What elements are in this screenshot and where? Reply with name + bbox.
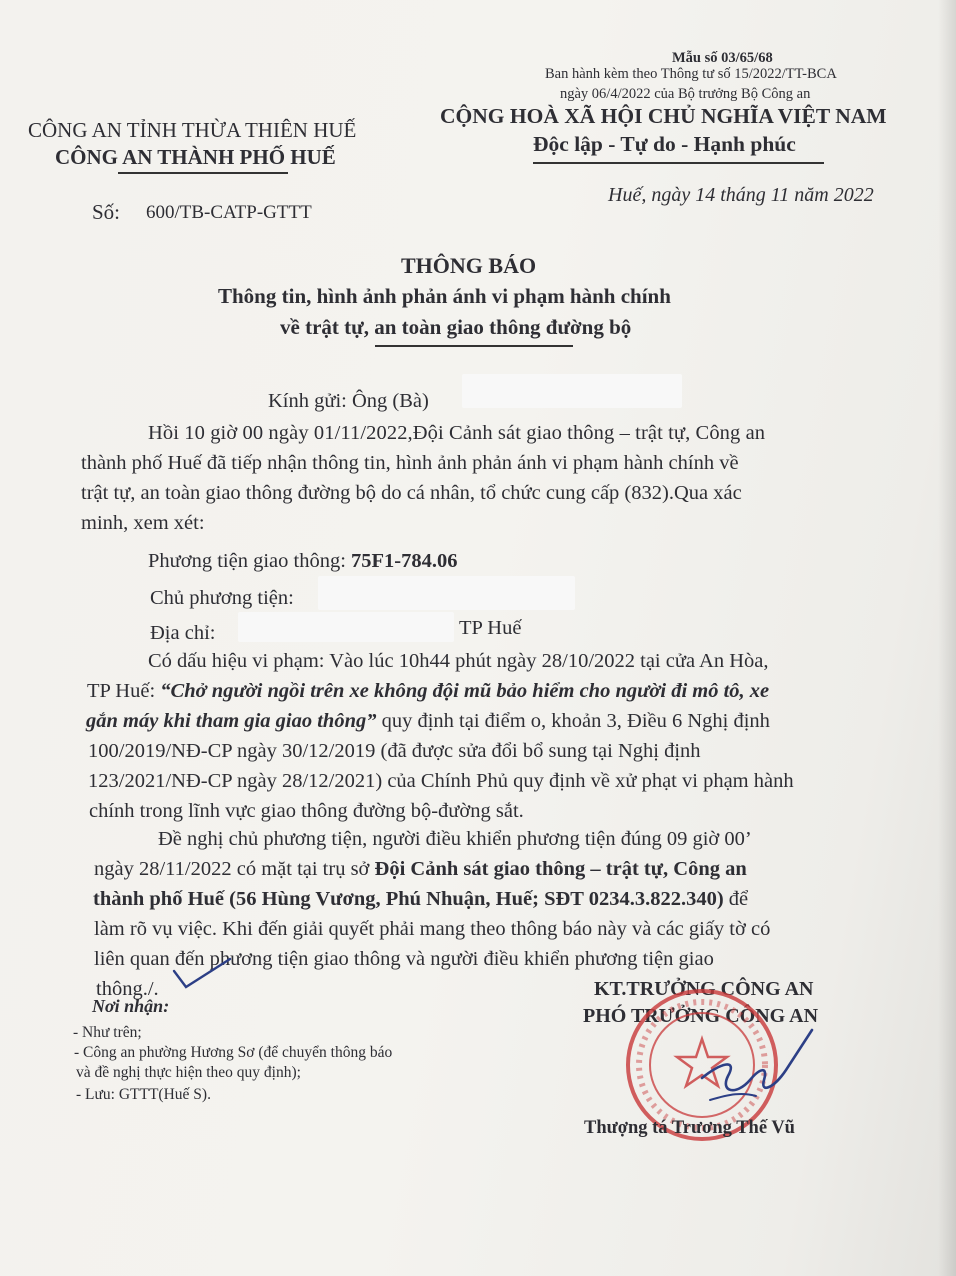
request-line-3 — [93, 888, 748, 911]
unit-name: CÔNG AN THÀNH PHỐ HUẾ — [55, 145, 336, 169]
redacted-owner — [318, 576, 575, 610]
violation-place: TP Huế: — [87, 680, 161, 702]
request-line-2 — [94, 858, 747, 881]
violation-line-1: Có dấu hiệu vi phạm: Vào lúc 10h44 phút ngày 28/10/2022 tại cửa An Hòa, — [148, 650, 769, 672]
form-number: Mẫu số 03/65/68 — [672, 50, 773, 66]
request-date: ngày 28/11/2022 có mặt tại trụ sở — [94, 858, 375, 880]
violation-rule: quy định tại điểm o, khoản 3, Điều 6 Nghị định — [376, 710, 770, 732]
owner-label: Chủ phương tiện: — [150, 587, 294, 609]
checkmark-icon — [168, 955, 238, 995]
request-line-6: thông./. — [96, 978, 159, 1000]
vehicle-plate: 75F1-784.06 — [351, 550, 458, 572]
request-line-5: liên quan đến phương tiện giao thông và người điều khiển phương tiện giao — [94, 948, 714, 970]
intro-line-3: trật tự, an toàn giao thông đường bộ do cá nhân, tổ chức cung cấp (832).Qua xác — [81, 482, 742, 504]
violation-act-1: “Chở người ngồi trên xe không đội mũ bảo hiểm cho người đi mô tô, xe — [160, 680, 770, 702]
doc-number-label: Số: — [92, 200, 121, 224]
request-office-1: Đội Cảnh sát giao thông – trật tự, Công an — [374, 858, 747, 880]
recipients-heading: Nơi nhận: — [92, 996, 170, 1016]
redacted-recipient — [462, 374, 682, 408]
request-line-1: Đề nghị chủ phương tiện, người điều khiển phương tiện đúng 09 giờ 00’ — [158, 828, 752, 850]
violation-line-4: 100/2019/NĐ-CP ngày 30/12/2019 (đã được sửa đổi bổ sung tại Nghị định — [88, 740, 701, 762]
vehicle-field — [148, 550, 458, 573]
page-shadow — [938, 0, 956, 1276]
doc-subtitle-2: về trật tự, an toàn giao thông đường bộ — [280, 315, 632, 339]
signer-name: Thượng tá Trương Thế Vũ — [584, 1118, 795, 1138]
salutation: Kính gửi: Ông (Bà) — [268, 390, 429, 412]
unit-underline — [118, 172, 288, 174]
redacted-address — [238, 612, 454, 642]
doc-title: THÔNG BÁO — [401, 253, 537, 278]
nation-name: CỘNG HOÀ XÃ HỘI CHỦ NGHĨA VIỆT NAM — [440, 104, 887, 128]
form-issued-with: Ban hành kèm theo Thông tư số 15/2022/TT-BCA — [545, 66, 837, 82]
recipient-2a: - Công an phường Hương Sơ (để chuyển thông báo — [74, 1044, 393, 1061]
violation-line-3 — [86, 710, 770, 733]
violation-line-6: chính trong lĩnh vực giao thông đường bộ-đường sắt. — [89, 800, 524, 822]
intro-line-2: thành phố Huế đã tiếp nhận thông tin, hình ảnh phản ánh vi phạm hành chính về — [81, 452, 739, 474]
signature-title-1: KT.TRƯỞNG CÔNG AN — [594, 978, 814, 1000]
vehicle-label: Phương tiện giao thông: — [148, 550, 352, 572]
request-suffix: để — [723, 888, 749, 910]
national-motto: Độc lập - Tự do - Hạnh phúc — [533, 132, 796, 156]
violation-line-5: 123/2021/NĐ-CP ngày 28/12/2021) của Chính Phủ quy định về xử phạt vi phạm hành — [88, 770, 794, 792]
violation-act-2: gắn máy khi tham gia giao thông” — [86, 710, 377, 732]
recipient-2b: và đề nghị thực hiện theo quy định); — [76, 1064, 301, 1081]
doc-subtitle-1: Thông tin, hình ảnh phản ánh vi phạm hành chính — [218, 284, 671, 308]
recipient-1: - Như trên; — [73, 1024, 142, 1041]
recipient-3: - Lưu: GTTT(Huế S). — [76, 1086, 211, 1103]
doc-number: 600/TB-CATP-GTTT — [146, 202, 312, 223]
intro-line-4: minh, xem xét: — [81, 512, 205, 534]
violation-line-2 — [87, 680, 769, 703]
handwritten-signature — [690, 1008, 820, 1118]
intro-line-1: Hồi 10 giờ 00 ngày 01/11/2022,Đội Cảnh sát giao thông – trật tự, Công an — [148, 422, 766, 444]
place-date: Huế, ngày 14 tháng 11 năm 2022 — [608, 184, 874, 206]
signature-title-2: PHÓ TRƯỞNG CÔNG AN — [583, 1005, 819, 1027]
request-line-4: làm rõ vụ việc. Khi đến giải quyết phải mang theo thông báo này và các giấy tờ có — [94, 918, 771, 940]
request-office-2: thành phố Huế (56 Hùng Vương, Phú Nhuận, Huế; SĐT 0234.3.822.340) — [93, 888, 724, 910]
address-city: TP Huế — [459, 617, 522, 639]
agency-name: CÔNG AN TỈNH THỪA THIÊN HUẾ — [28, 118, 357, 142]
subtitle-underline — [375, 345, 573, 347]
form-issued-date: ngày 06/4/2022 của Bộ trưởng Bộ Công an — [560, 86, 811, 102]
address-label: Địa chỉ: — [150, 622, 216, 644]
motto-underline — [533, 162, 824, 164]
